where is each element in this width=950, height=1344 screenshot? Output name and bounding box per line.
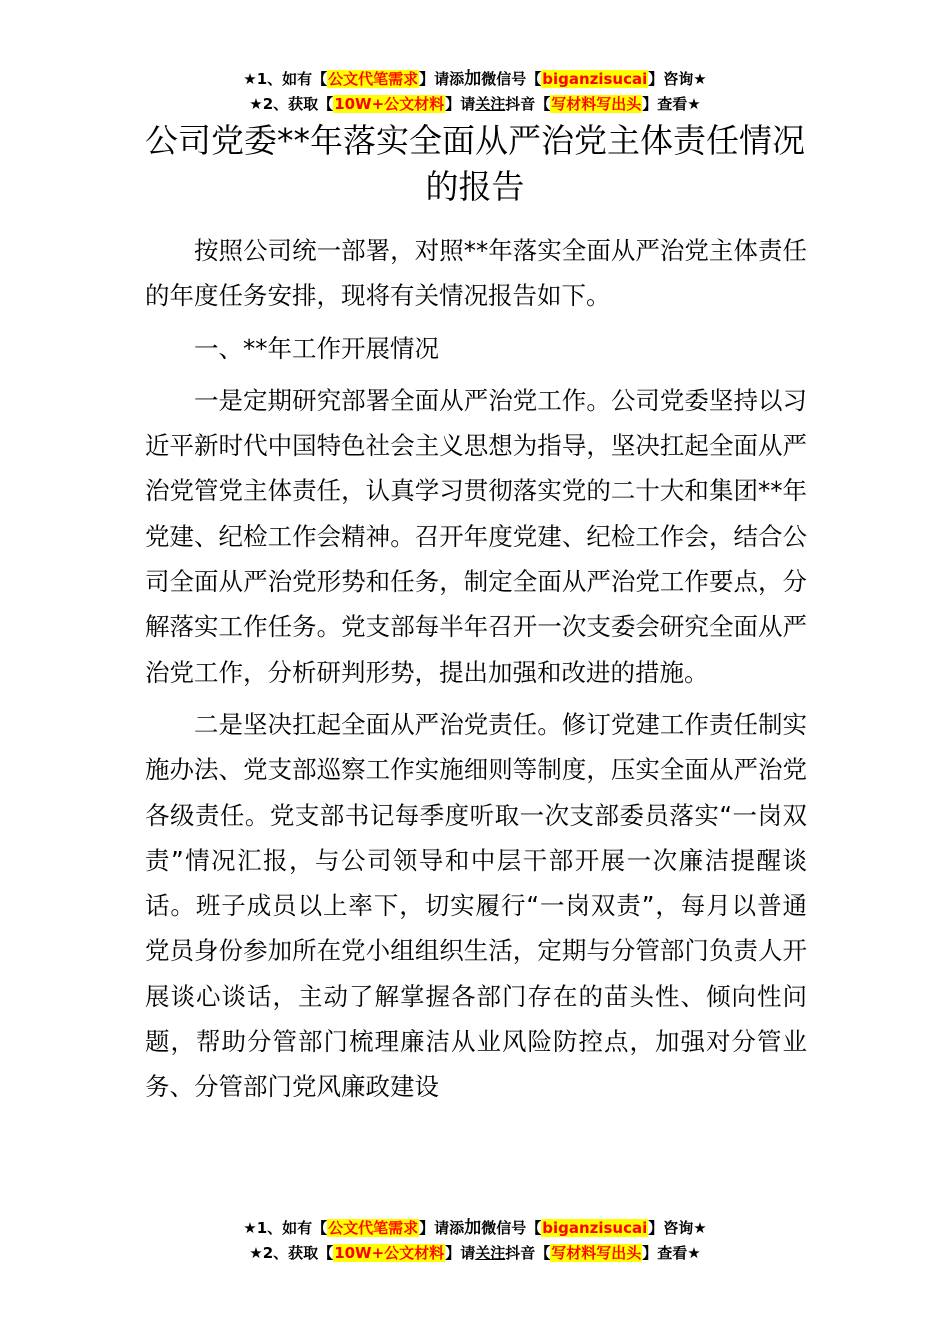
banner-text: ★2、获取【 (249, 95, 334, 113)
banner-text: 】查看★ (642, 95, 701, 113)
banner-highlight: 写材料写出头 (551, 95, 642, 113)
paragraph-intro: 按照公司统一部署，对照**年落实全面从严治党主体责任的年度任务安排，现将有关情况报告如下。 (145, 236, 807, 311)
banner-text: 抖音【 (505, 95, 551, 113)
banner-emphasis: 加 (464, 1218, 482, 1238)
banner-text: 】咨询★ (648, 1219, 707, 1237)
banner-text: 抖音【 (505, 1244, 551, 1262)
paragraph-1: 一是定期研究部署全面从严治党工作。公司党委坚持以习近平新时代中国特色社会主义思想为指导，坚决扛起全面从严治党管党主体责任，认真学习贯彻落实党的二十大和集团**年党建、纪检工作会精神。召开年度党建、纪检工作会，结合公司全面从严治党形势和任务，制定全面从严治党工作要点，分解落实工作任务。党支部每半年召开一次支委会研究全面从严治党工作，分析研判形势，提出加强和改进的措施。 (145, 385, 807, 687)
banner-text: ★2、获取【 (249, 1244, 334, 1262)
document-title: 公司党委**年落实全面从严治党主体责任情况的报告 (145, 121, 805, 206)
banner-emphasis: 关注 (475, 95, 506, 113)
banner-line-2 (0, 92, 950, 117)
banner-highlight: 10W+公文材料 (334, 95, 445, 113)
banner-highlight: biganzisucai (542, 1219, 648, 1237)
banner-line-2 (0, 1241, 950, 1266)
banner-highlight: 公文代笔需求 (328, 70, 419, 88)
banner-emphasis: 关注 (475, 1244, 506, 1262)
document-body (145, 228, 807, 1117)
banner-highlight: 公文代笔需求 (328, 1219, 419, 1237)
banner-highlight: biganzisucai (542, 70, 648, 88)
paragraph-2: 二是坚决扛起全面从严治党责任。修订党建工作责任制实施办法、党支部巡察工作实施细则等制度，压实全面从严治党各级责任。党支部书记每季度听取一次支部委员落实“一岗双责”情况汇报，与公司领导和中层干部开展一次廉洁提醒谈话。班子成员以上率下，切实履行“一岗双责”，每月以普通党员身份参加所在党小组组织生活，定期与分管部门负责人开展谈心谈话，主动了解掌握各部门存在的苗头性、倾向性问题，帮助分管部门梳理廉洁从业风险防控点，加强对分管业务、分管部门党风廉政建设 (145, 709, 807, 1102)
banner-text: 】请添 (419, 70, 465, 88)
banner-text: 】咨询★ (648, 70, 707, 88)
banner-text: 】请 (445, 95, 476, 113)
banner-highlight: 10W+公文材料 (334, 1244, 445, 1262)
banner-line-1 (0, 1216, 950, 1241)
banner-text: 】请 (445, 1244, 476, 1262)
banner-text: ★1、如有【 (243, 1219, 328, 1237)
section-heading: 一、**年工作开展情况 (194, 333, 439, 363)
banner-text: 】请添 (419, 1219, 465, 1237)
top-banner (0, 67, 950, 117)
banner-emphasis: 加 (464, 69, 482, 89)
banner-text: 】查看★ (642, 1244, 701, 1262)
banner-text: ★1、如有【 (243, 70, 328, 88)
banner-text: 微信号【 (481, 1219, 542, 1237)
bottom-banner (0, 1216, 950, 1266)
banner-highlight: 写材料写出头 (551, 1244, 642, 1262)
banner-text: 微信号【 (481, 70, 542, 88)
banner-line-1 (0, 67, 950, 92)
